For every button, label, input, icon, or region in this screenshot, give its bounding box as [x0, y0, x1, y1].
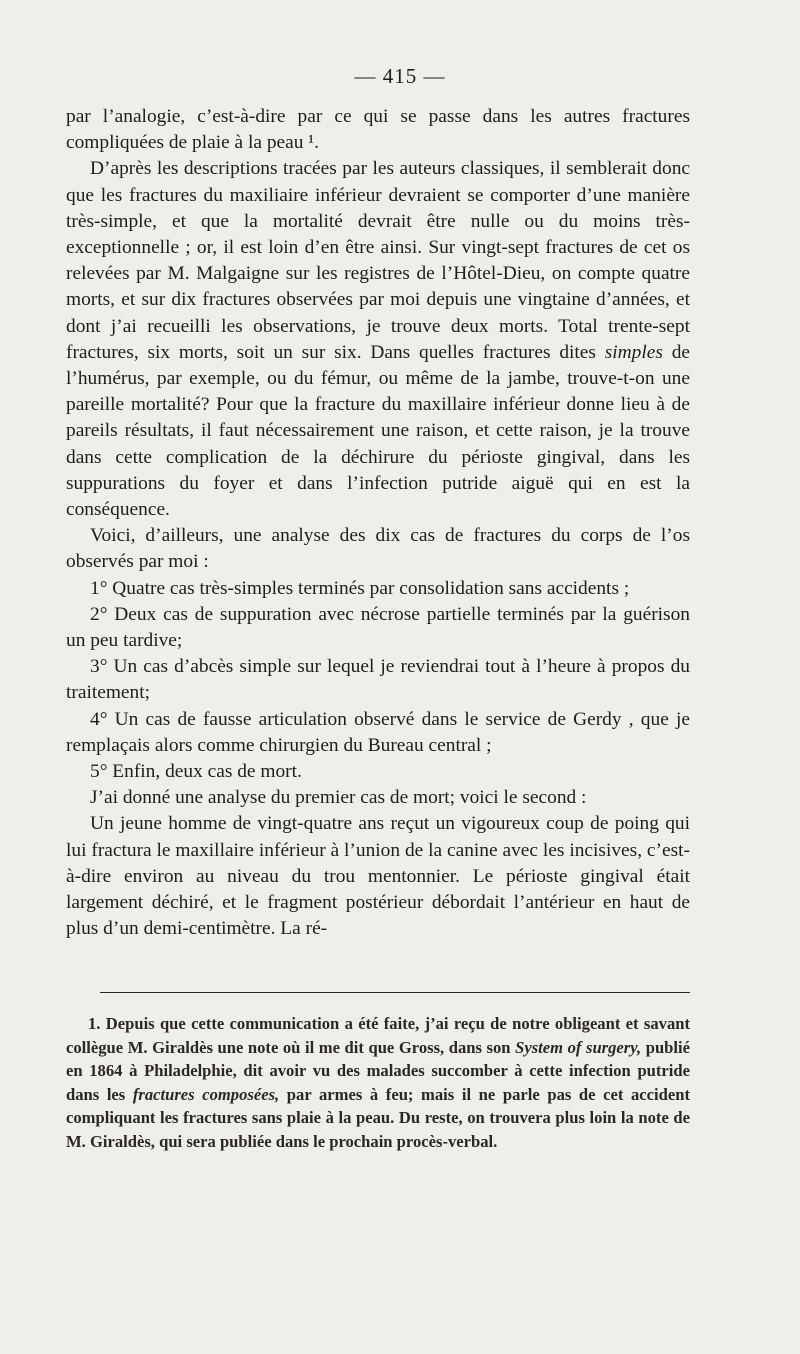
paragraph-3: Voici, d’ailleurs, une analyse des dix cas de fractures du corps de l’os observés par moi : [66, 525, 690, 573]
paragraph-5: Un jeune homme de vingt-quatre ans reçut un vigoureux coup de poing qui lui fractura le maxillaire inférieur à l’union de la canine avec les incisives, c’est-à-dire environ au niveau du trou mentonnier. Le périoste gingival était largement déchiré, et le fragment postérieur débordait l’antérieur en haut de plus d’un demi-centimètre. La ré- [66, 813, 690, 940]
footnote-text [66, 1012, 690, 1153]
paragraph-2-start: D’après les descriptions tracées par les auteurs classiques, il semblerait donc que les fractures du maxiliaire inférieur devraient se comporter d’une manière très-simple, et que la mortalité devrait être nulle ou du moins très-exceptionnelle ; or, il est loin d’en être ainsi. Sur vingt-sept fractures de cet os relevées par M. Malgaigne sur les registres de l’Hôtel-Dieu, on compte quatre morts, et sur dix fractures observées par moi depuis une vingtaine d’années, et dont j’ai recueilli les observations, je trouve deux morts. Total trente-sept fractures, six morts, soit un sur six. Dans quelles fractures dites [66, 158, 690, 363]
footnote-part-1: 1. Depuis que cette communication a été faite, j’ai reçu de notre obligeant et savant collègue M. Giraldès une note où il me dit que Gross, dans son [66, 1014, 690, 1057]
paragraph-1: par l’analogie, c’est-à-dire par ce qui se passe dans les autres fractures compliquées de plaie à la peau ¹. [66, 106, 690, 154]
emphasis-simples: simples [604, 341, 663, 363]
main-text [66, 104, 690, 943]
list-item-4: 4° Un cas de fausse articulation observé dans le service de Gerdy , que je remplaçais alors comme chirurgien du Bureau central ; [66, 708, 690, 756]
footnote-emphasis-fractures-composees: fractures composées, [132, 1084, 280, 1104]
footnote [66, 1012, 690, 1153]
paragraph-4: J’ai donné une analyse du premier cas de mort; voici le second : [90, 787, 587, 809]
paragraph-2 [66, 156, 690, 523]
footnote-part-3: par armes à feu; mais il ne parle pas de cet accident compliquant les fractures sans plaie à la peau. Du reste, on trouvera plus loin la note de M. Giraldès, qui sera publiée dans le prochain procès-verbal. [66, 1084, 690, 1151]
footnote-part-2: publié en 1864 à Philadelphie, dit avoir vu des malades succomber à cette infection putride dans les [66, 1037, 690, 1104]
list-item-1: 1° Quatre cas très-simples terminés par consolidation sans accidents ; [90, 577, 630, 599]
paragraph-2-end: de l’humérus, par exemple, ou du fémur, ou même de la jambe, trouve-t-on une pareille mortalité? Pour que la fracture du maxillaire inférieur donne lieu à de pareils résultats, il faut nécessairement une raison, et cette raison, je la trouve dans cette complication de la déchirure du périoste gingival, dans les suppurations du foyer et dans l’infection putride aiguë qui en est la conséquence. [66, 341, 691, 521]
footnote-divider [100, 992, 690, 993]
list-item-2: 2° Deux cas de suppuration avec nécrose partielle terminés par la guérison un peu tardive; [66, 603, 690, 652]
list-item-5: 5° Enfin, deux cas de mort. [90, 761, 302, 783]
footnote-title-system-of-surgery: System of surgery, [515, 1037, 642, 1057]
list-item-3: 3° Un cas d’abcès simple sur lequel je reviendrai tout à l’heure à propos du traitement; [66, 656, 690, 704]
page-number: — 415 — [354, 64, 446, 88]
